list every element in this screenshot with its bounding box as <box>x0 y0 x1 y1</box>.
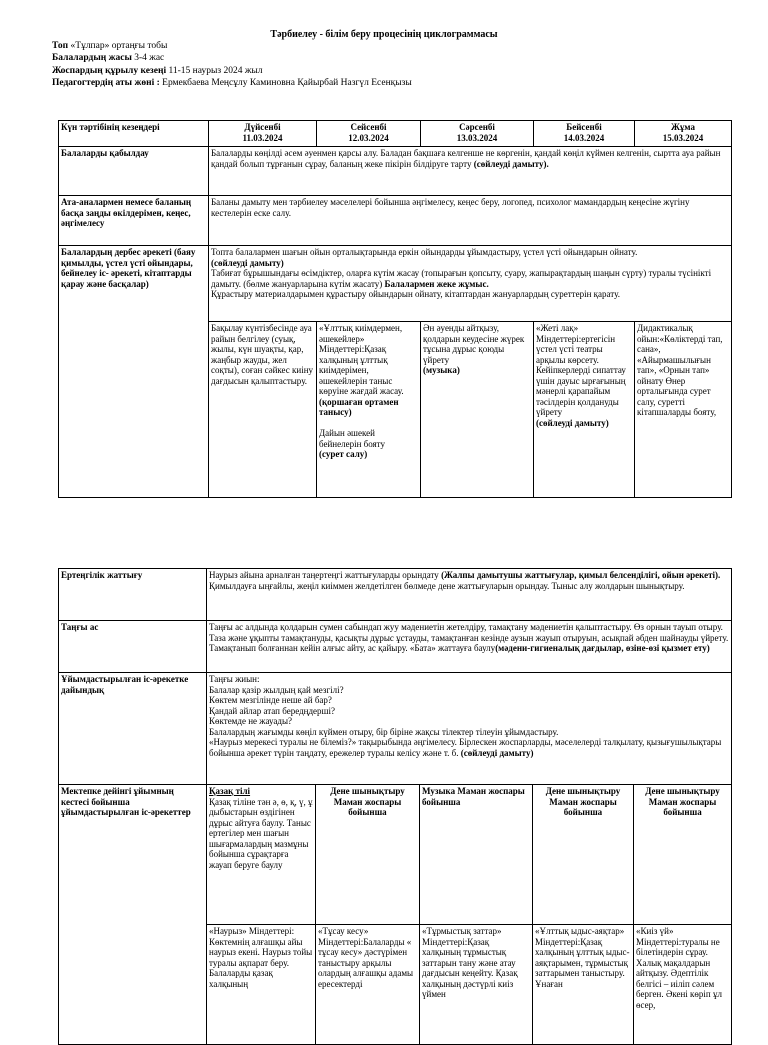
day-header-thu <box>534 121 635 147</box>
schedule-table-bottom <box>58 568 732 1045</box>
activity-tue <box>317 322 421 498</box>
day-header-row <box>59 121 732 147</box>
activity-label: Балалардың дербес әрекеті (баяу қимылды, үстел үсті ойындары, бейнелеу іс- әрекеті, кітаптарды қарау және басқалар) <box>59 246 209 498</box>
period-label: Жоспардың құрылу кезеңі <box>52 66 167 76</box>
topic-mon: «Наурыз» Міндеттері: Көктемнің алғашқы айы наурыз екені. Наурыз тойы туралы ақпарат беру. Балаларды қазақ халқының <box>207 925 316 1045</box>
org-line: Көктемде не жауады? <box>209 716 293 726</box>
reception-row <box>59 147 732 196</box>
breakfast-tag: (мәдени-гигиеналық дағдылар, өзіне-өзі қызмет ету) <box>495 643 710 653</box>
activity-tue-tag: (қоршаған ортамен танысу) <box>319 396 399 417</box>
org-prep-text <box>207 673 732 785</box>
activity-thu-tag: (сөйлеуді дамыту) <box>536 417 609 428</box>
age-label: Балалардың жасы <box>52 53 132 63</box>
activity-text <box>209 246 732 322</box>
exercise-body: Наурыз айына арналған таңертеңгі жаттығуларды орындату <box>209 570 442 580</box>
exercise-row <box>59 569 732 621</box>
org-line: Қандай айлар атап бередңдерші? <box>209 705 335 716</box>
day-name: Бейсенбі <box>566 122 602 132</box>
day-date: 11.03.2024 <box>242 132 283 143</box>
day-name: Дүйсенбі <box>244 122 281 132</box>
curriculum-fri: Дене шынықтыру Маман жоспары бойынша <box>634 785 732 925</box>
schedule-table-top <box>58 120 732 498</box>
activity-wed <box>421 322 534 498</box>
curriculum-label: Мектепке дейінгі ұйымның кестесі бойынша ұйымдастырылған іс-әрекеттер <box>59 785 207 1045</box>
period-line <box>52 66 263 77</box>
activity-tue-text: «Ұлттық киімдермен, әшекейлер» Міндеттері:Қазақ халқының ұлттық киімдерімен, әшекейлерін таныс көруіне жағдай жасау. <box>319 323 404 396</box>
day-date: 14.03.2024 <box>563 132 605 143</box>
reception-text <box>209 147 732 196</box>
breakfast-body: Таңғы ас алдында қолдарын сумен сабындап жуу мәдениетін жетелдіру, тамақтану мәдениетін қалыптастыру. Өз орнын тауып отыру. Таза және ұқыпты тамақтануды, қасықты дұрыс ұстауды, тамақтанған кезінде аузын жауып отыруын, асықпай әбден шайнауды үйрету. Тамақтанып болғаннан кейін алғыс айту, ас қайыру. «Бата» жаттауға баулу <box>209 622 729 653</box>
activity-line1-tag: (сөйлеуді дамыту) <box>211 257 284 268</box>
org-line: Балалардың жағымды көңіл күймен отыру, бір біріне жақсы тілектер тілеуін ұйымдастыру. <box>209 726 559 737</box>
curriculum-mon-head: Қазақ тілі <box>209 786 251 796</box>
org-body: «Наурыз мерекесі туралы не білеміз?» тақырыбында әңгімелесу. Бірлескен жоспарларды, мәселелерді талқылату, қызығушылықтары бойынша әрекет түрін таңдату, ережелер туралы келісу және т. б. <box>209 737 722 758</box>
exercise-label: Ертеңгілік жаттығу <box>59 569 207 621</box>
age-line <box>52 53 164 64</box>
org-line: Көктем мезгілінде неше ай бар? <box>209 695 332 705</box>
activity-wed-tag: (музыка) <box>423 365 460 375</box>
exercise-tag: (Жалпы дамытушы жаттығулар, қимыл белсенділігі, ойын әрекеті). <box>441 570 721 580</box>
teachers-value: Ермекбаева Меңсұлу Каминовна Қайырбай Назгүл Есенқызы <box>162 78 412 88</box>
stage-header: Күн тәртібінің кезеңдері <box>59 121 209 147</box>
reception-body: Балаларды көңілді әсем әуенмен қарсы алу. Баладан бақшаға келгенше не көргенін, қандай көңіл күймен келгенін, сыртта ауа райын қандай болып тұрғанын сұрау, баланың жеке пікірін білдіруге тарту <box>211 148 721 169</box>
day-date: 12.03.2024 <box>348 132 389 143</box>
org-tag: (сөйлеуді дамыту) <box>460 747 534 758</box>
curriculum-mon-text: Қазақ тіліне тән ә, ө, қ, ү, ұ дыбыстарын өздігінен дұрыс айтуға баулу. Таныс ертегілер мен шағын шығармалардың мазмұны бойынша сұрақтарға жауап беруге баулу <box>209 796 313 870</box>
day-header-tue <box>317 121 421 147</box>
activity-thu <box>534 322 635 498</box>
activity-mon: Бақылау күнтізбесінде ауа райын белгілеу (суық, жылы, күн шуақты, қар, жаңбыр жауды, жел соқты), соған сәйкес киіну дағдысын қалыптастыру. <box>209 322 317 498</box>
parents-label: Ата-аналармен немесе баланың басқа заңды өкілдерімен, кеңес, әңгімелесу <box>59 196 209 246</box>
day-date: 15.03.2024 <box>662 132 704 143</box>
activity-tue-text2: Дайын әшекей бейнелерін бояту <box>319 428 385 449</box>
activity-line3: Құрастыру материалдарымен құрастыру ойындарын ойнату, кітаптардан жануарлардың суреттерін қарату. <box>211 289 620 299</box>
day-header-fri <box>635 121 732 147</box>
parents-text: Баланы дамыту мен тәрбиелеу мәселелері бойынша әңгімелесу, кеңес беру, логопед, психолог мамандардың кеңесіне жүгіну кестелерін еске салу. <box>209 196 732 246</box>
reception-label: Балаларды қабылдау <box>59 147 209 196</box>
org-line: Балалар қазір жылдың қай мезгілі? <box>209 684 344 695</box>
activity-fri: Дидактикалық ойын:«Көліктерді тап, сана», «Айырмашылығын тап», «Орнын тап» ойнату Өнер орталығында сурет салу, суретті кітапшаларды бояту, <box>635 322 732 498</box>
curriculum-wed: Музыка Маман жоспары бойынша <box>420 785 533 925</box>
teachers-label: Педагогтердің аты жөні : <box>52 78 160 88</box>
activity-tue-tag2: (сурет салу) <box>319 449 368 459</box>
breakfast-text <box>207 621 732 673</box>
age-value: 3-4 жас <box>134 53 165 63</box>
org-prep-row <box>59 673 732 785</box>
activity-line1: Топта балалармен шағын ойын орталықтарында еркін ойындарды ұйымдастыру, үстел үсті ойындарын ойнату. <box>211 247 638 257</box>
curriculum-tue: Дене шынықтыру Маман жоспары бойынша <box>316 785 420 925</box>
group-line <box>52 41 167 52</box>
exercise-body2: Қимылдауға ыңғайлы, жеңіл киіммен желдетілген бөлмеде дене жаттығуларын орындау. Тыныс алу жолдарын шынықтыру. <box>209 580 685 591</box>
day-name: Жұма <box>671 122 695 132</box>
group-label: Топ <box>52 41 69 51</box>
org-line: Таңғы жиын: <box>209 674 260 684</box>
topic-thu: «Ұлттық ыдыс-аяқтар» Міндеттері:Қазақ халқының ұлттық ыдыс-аяқтарымен, тұрмыстық заттарымен таныстыру. Ұнаған <box>533 925 634 1045</box>
curriculum-mon <box>207 785 316 925</box>
reception-tag: (сөйлеуді дамыту). <box>473 158 549 169</box>
topic-wed: «Тұрмыстық заттар» Міндеттері:Қазақ халқының тұрмыстық заттарын тану және атау дағдысын кеңейту. Қазақ халқының дәстүрлі киіз үймен <box>420 925 533 1045</box>
curriculum-thu: Дене шынықтыру Маман жоспары бойынша <box>533 785 634 925</box>
document-title: Тәрбиелеу - білім беру процесінің циклограммасы <box>270 29 498 40</box>
parents-row <box>59 196 732 246</box>
day-name: Сәрсенбі <box>459 122 495 132</box>
topic-fri: «Киіз үй» Міндеттері:туралы не білетіндерін сұрау. Халық мақалдарын айтқызу. Әдептілік белгісі – иіліп сәлем берген. Әкені көріп ұл өсер, <box>634 925 732 1045</box>
breakfast-label: Таңғы ас <box>59 621 207 673</box>
activity-row <box>59 246 732 322</box>
activity-line2-tag: Балалармен жеке жұмыс. <box>384 278 489 289</box>
day-header-wed <box>421 121 534 147</box>
period-value: 11-15 наурыз 2024 жыл <box>168 66 263 76</box>
teachers-line <box>52 78 412 89</box>
activity-wed-text: Ән әуенды айтқызу, қолдарын кеудесіне жүрек тұсына дұрыс қоюды үйрету <box>423 323 525 365</box>
day-header-mon <box>209 121 317 147</box>
breakfast-row <box>59 621 732 673</box>
org-prep-label: Ұйымдастырылған іс-әрекетке дайындық <box>59 673 207 785</box>
day-date: 13.03.2024 <box>456 132 498 143</box>
topic-tue: «Тұсау кесу» Міндеттері:Балаларды « тұсау кесу» дәстүрімен таныстыру арқылы олардың алғашқы адамы ересектерді <box>316 925 420 1045</box>
group-value: «Тұлпар» ортаңғы тобы <box>70 41 168 51</box>
exercise-text <box>207 569 732 621</box>
activity-line2: Табиғат бұрышындағы өсімдіктер, оларға күтім жасау (топырағын қопсыту, суару, жапырақтардың шаңын сүрту) туралы түсінікті дамыту. (бөлме жануарларына күтім жасату) <box>211 268 712 289</box>
day-name: Сейсенбі <box>350 122 387 132</box>
curriculum-row <box>59 785 732 925</box>
activity-thu-text: «Жеті лақ» Міндеттері:ертегісін үстел үсті театры арқылы көрсету. Кейіпкерлерді сипаттау үшін дауыс ырғағының мәнерлі қарапайым тәсілдерін қолдануды үйрету <box>536 323 626 417</box>
